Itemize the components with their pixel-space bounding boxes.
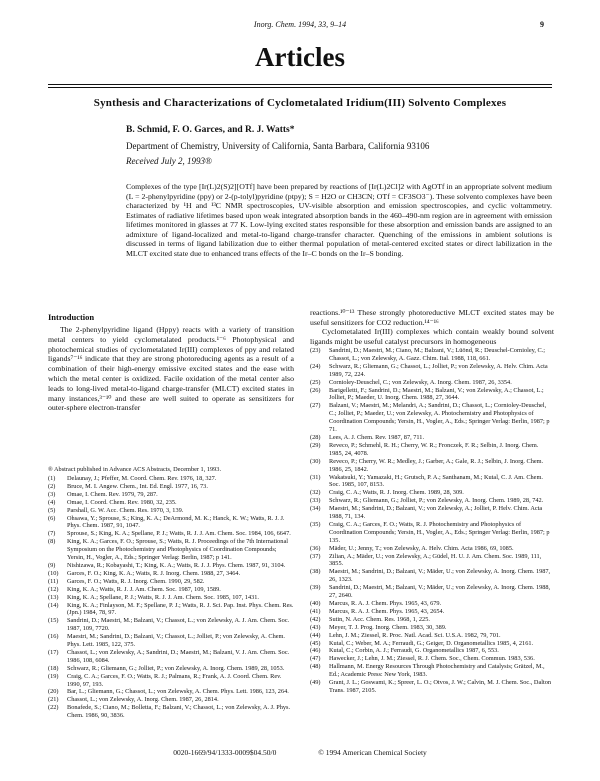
reference-number: (20) [48, 688, 59, 696]
reference-text: Sandrini, D.; Maestri, M.; Balzani, V.; Chassot, L.; von Zelewsky, A. J. Am. Chem. Soc. 1987, 109, 7720. [67, 617, 290, 633]
reference-text: Sutin, N. Acc. Chem. Res. 1968, 1, 225. [329, 615, 430, 623]
reference-item [48, 665, 294, 673]
reference-item [310, 387, 554, 403]
reference-number: (36) [310, 544, 321, 552]
reference-number: (9) [48, 561, 56, 569]
reference-number: (19) [48, 672, 59, 680]
intro-paragraph-2: Cyclometalated Ir(III) complexes which contain weakly bound solvent ligands might be useful catalyst precursors in homogeneous [310, 327, 554, 346]
reference-item [48, 704, 294, 720]
reference-text: Marcus, R. A. J. Chem. Phys. 1965, 43, 2654. [329, 607, 445, 615]
reference-text: Bruce, M. I. Angew. Chem., Int. Ed. Engl. 1977, 16, 73. [67, 482, 208, 490]
reference-text: Lehn, J. M.; Ziessel, R. Proc. Natl. Acad. Sci. U.S.A. 1982, 79, 701. [329, 631, 501, 639]
reference-text: King, K. A.; Spellane, P. J.; Watts, R. J. J. Am. Chem. Soc. 1985, 107, 1431. [67, 593, 259, 601]
reference-text: Hawecker, J.; Lehn, J. M.; Ziessel, R. J. Chem. Soc., Chem. Commun. 1983, 536. [329, 655, 535, 663]
references-left [48, 475, 294, 720]
page-footer [0, 748, 600, 757]
reference-number: (31) [310, 473, 321, 481]
reference-item [310, 647, 554, 655]
reference-number: (3) [48, 490, 56, 498]
reference-item [310, 632, 554, 640]
reference-text: Kutal, C.; Weber, M. A.; Ferraudi, G.; Geiger, D. Organometallics 1985, 4, 2161. [329, 639, 534, 647]
reference-item [310, 474, 554, 490]
reference-number: (7) [48, 530, 56, 538]
reference-number: (8) [48, 538, 56, 546]
reference-number: (38) [310, 568, 321, 576]
reference-item [48, 570, 294, 578]
reference-number: (47) [310, 655, 321, 663]
reference-item [310, 442, 554, 458]
reference-number: (18) [48, 664, 59, 672]
reference-item [310, 434, 554, 442]
reference-item [310, 553, 554, 569]
reference-number: (14) [48, 601, 59, 609]
reference-item [310, 402, 554, 434]
reference-text: Garces, F. O.; Watts, R. J. Inorg. Chem. 1990, 29, 582. [67, 577, 205, 585]
title-rule-top [48, 84, 552, 85]
reference-item [310, 624, 554, 632]
reference-number: (29) [310, 441, 321, 449]
reference-number: (12) [48, 585, 59, 593]
received-date: Received July 2, 1993® [126, 156, 212, 166]
reference-item [48, 696, 294, 704]
reference-text: Sandrini, D.; Maestri, M.; Ciano, M.; Balzani, V.; Lüönd, R.; Deuschel-Cornioley, C.; Chassot, L.; von Zelewsky, A. Gazz. Chim. Ital. 1988, 118, 661. [329, 347, 546, 362]
reference-number: (45) [310, 639, 321, 647]
reference-item [310, 363, 554, 379]
reference-number: (26) [310, 386, 321, 394]
reference-text: Maestri, M.; Sandrini, D.; Balzani, V.; Chassot, L.; Jolliet, P.; von Zelewsky, A. Chem. Phys. Lett. 1985, 122, 375. [67, 633, 285, 649]
reference-number: (4) [48, 498, 56, 506]
authors: B. Schmid, F. O. Garces, and R. J. Watts* [126, 125, 295, 135]
footnote: ® Abstract published in Advance ACS Abstracts, December 1, 1993. [48, 466, 222, 473]
intro-continuation: reactions.¹⁰⁻¹³ These strongly photoreductive MLCT excited states may be useful sensitizers for CO2 reduction.¹⁴⁻¹⁶ [310, 308, 554, 327]
reference-text: Garces, F. O.; King, K. A.; Watts, R. J. Inorg. Chem. 1988, 27, 3464. [67, 569, 241, 577]
intro-paragraph: The 2-phenylpyridine ligand (Hppy) reacts with a variety of transition metal centers to yield cyclometalated products.¹⁻⁶ Photophysical and photochemical studies of cyclometalated Ir(III) complexes of ppy and related ligands⁷⁻¹⁶ indicate that they are strong photoreducing agents as a result of a combination of their high-energy emissive excited states and the ease with which the metal center is oxidized. Facile oxidation of the metal center also leads to long-lived metal-to-ligand charge-transfer (MLCT) excited states in many instances,³⁻¹⁰ and these are well suited to operate as sensitizers for outer-sphere electron-transfer [48, 325, 294, 413]
reference-text: Omae, I. Chem. Rev. 1979, 79, 287. [67, 490, 158, 498]
reference-number: (39) [310, 584, 321, 592]
reference-number: (16) [48, 633, 59, 641]
reference-number: (41) [310, 607, 321, 615]
reference-item [48, 562, 294, 570]
reference-item [310, 347, 554, 363]
footer-code: 0020-1669/94/1333-0009$04.50/0 [173, 748, 277, 757]
reference-number: (6) [48, 514, 56, 522]
footer-copyright: © 1994 American Chemical Society [318, 748, 427, 757]
reference-number: (49) [310, 679, 321, 687]
reference-text: Zilian, A.; Mäder, U.; von Zelewsky, A.; Güdel, H. U. J. Am. Chem. Soc. 1989, 111, 3855. [329, 552, 542, 568]
reference-text: Sandrini, D.; Maestri, M.; Balzani, V.; Mäder, U.; von Zelewsky, A. Inorg. Chem. 1988, 27, 2640. [329, 584, 551, 600]
reference-text: Wakatsuki, Y.; Yamazaki, H.; Grutsch, P. A.; Santhanam, M.; Kutal, C. J. Am. Chem. Soc. 1985, 107, 8153. [329, 473, 543, 489]
reference-item [310, 655, 554, 663]
reference-text: Sprouse, S.; King, K. A.; Spellane, P. J.; Watts, R. J. J. Am. Chem. Soc. 1984, 106, 6647. [67, 530, 291, 538]
reference-text: Delaunay, J.; Pfeffer, M. Coord. Chem. Rev. 1976, 18, 327. [67, 475, 217, 482]
reference-item [310, 600, 554, 608]
reference-item [48, 649, 294, 665]
page-number: 9 [540, 20, 544, 29]
title-rule-bottom [48, 87, 552, 88]
reference-item [310, 608, 554, 616]
reference-item [310, 545, 554, 553]
reference-number: (24) [310, 362, 321, 370]
reference-text: Marcus, R. A. J. Chem. Phys. 1965, 43, 679. [329, 600, 442, 607]
article-title: Synthesis and Characterizations of Cyclometalated Iridium(III) Solvento Complexes [93, 97, 507, 109]
reference-item [310, 458, 554, 474]
reference-number: (5) [48, 506, 56, 514]
reference-text: Craig, C. A.; Watts, R. J. Inorg. Chem. 1989, 28, 309. [329, 489, 464, 497]
reference-text: Maestri, M.; Sandrini, D.; Balzani, V.; Mäder, U.; von Zelewsky, A. Inorg. Chem. 1987, 26, 1323. [329, 568, 551, 584]
reference-item [310, 568, 554, 584]
reference-text: Reveco, P.; Schmehl, R. H.; Cherry, W. R.; Fronczek, F. R.; Selbin, J. Inorg. Chem. 1985, 24, 4078. [329, 441, 539, 457]
reference-number: (10) [48, 569, 59, 577]
reference-number: (21) [48, 696, 59, 704]
reference-text: Maestri, M.; Sandrini, D.; Balzani, V.; von Zelewsky, A.; Jolliet, P. Helv. Chim. Acta 1988, 71, 134. [329, 505, 543, 521]
reference-text: Schwarz, R.; Gliemann, G.; Jolliet, P.; von Zelewsky, A. Inorg. Chem. 1989, 28, 1053. [67, 664, 285, 672]
reference-number: (23) [310, 347, 321, 354]
reference-text: Bar, L.; Gliemann, G.; Chassot, L.; von Zelewsky, A. Chem. Phys. Lett. 1986, 123, 264. [67, 688, 289, 696]
reference-number: (33) [310, 497, 321, 505]
reference-number: (32) [310, 489, 321, 497]
reference-text: King, K. A.; Garces, F. O.; Sprouse, S.; Watts, R. J. Proceedings of the 7th International Symposium on the Photochemistry and Photophysics of Coordination Compounds; Yersin, H., Vogler, A., Eds.; Springer Verlag: Berlin, 1987; p 141. [67, 538, 288, 562]
reference-number: (40) [310, 600, 321, 607]
reference-item [48, 491, 294, 499]
reference-number: (42) [310, 615, 321, 623]
reference-text: Balzani, V.; Maestri, M.; Melandri, A.; Sandrini, D.; Chassot, L.; Cornioley-Deuschel, C.; Jolliet, P.; Maeder, U.; von Zelewsky, A. Photochemistry and Photophysics of Coordination Compounds; Yersin, H., Vogler, A., Eds.; Springer Verlag: Berlin, 1987; p 71. [329, 402, 550, 434]
reference-text: Omae, I. Coord. Chem. Rev. 1980, 32, 235. [67, 498, 177, 506]
reference-text: Cornioley-Deuschel, C.; von Zelewsky, A. Inorg. Chem. 1987, 26, 3354. [329, 378, 512, 386]
reference-text: Grant, J. L.; Goswami, K.; Spreer, L. O.; Otvos, J. W.; Calvin, M. J. Chem. Soc., Dalton Trans. 1987, 2105. [329, 679, 552, 694]
reference-number: (48) [310, 663, 321, 671]
reference-text: Chassot, L.; von Zelewsky, A. Inorg. Chem. 1987, 26, 2814. [67, 696, 219, 704]
reference-text: Chassot, L.; von Zelewsky, A.; Sandrini, D.; Maestri, M.; Balzani, V. J. Am. Chem. Soc. 1986, 108, 6084. [67, 648, 290, 664]
reference-text: Barigelletti, F.; Sandrini, D.; Maestri, M.; Balzani, V.; von Zelewsky, A.; Chassot, L.; Jolliet, P.; Maeder, U. Inorg. Chem. 1988, 27, 3644. [329, 386, 544, 402]
reference-number: (15) [48, 617, 59, 625]
reference-text: Schwarz, R.; Gliemann, G.; Jolliet, P.; von Zelewsky, A. Inorg. Chem. 1989, 28, 742. [329, 497, 544, 505]
reference-number: (1) [48, 475, 56, 482]
reference-item [48, 507, 294, 515]
reference-number: (44) [310, 631, 321, 639]
reference-text: King, K. A.; Watts, R. J. J. Am. Chem. Soc. 1987, 109, 1589. [67, 585, 221, 593]
reference-text: Kutal, C.; Corbin, A. J.; Ferraudi, G. Organometallics 1987, 6, 553. [329, 647, 499, 655]
reference-item [310, 489, 554, 497]
reference-number: (28) [310, 433, 321, 441]
reference-item [48, 530, 294, 538]
reference-text: Parshall, G. W. Acc. Chem. Res. 1970, 3, 139. [67, 506, 184, 514]
reference-item [48, 578, 294, 586]
reference-number: (34) [310, 505, 321, 513]
reference-item [48, 538, 294, 562]
reference-item [48, 673, 294, 689]
reference-number: (35) [310, 520, 321, 528]
reference-item [48, 499, 294, 507]
reference-item [310, 679, 554, 695]
reference-text: Craig, C. A.; Garces, F. O.; Watts, R. J. Photochemistry and Photophysics of Coordination Compounds; Yersin, H., Vogler, A., Eds.; Springer Verlag: Berlin, 1987; p 135. [329, 520, 550, 544]
reference-item [310, 505, 554, 521]
reference-item [48, 602, 294, 618]
reference-number: (43) [310, 623, 321, 631]
reference-item [48, 515, 294, 531]
running-header: Inorg. Chem. 1994, 33, 9–14 [253, 20, 347, 29]
references-right [310, 347, 554, 695]
reference-text: King, K. A.; Finlayson, M. F.; Spellane, P. J.; Watts, R. J. Sci. Pap. Inst. Phys. Chem. Res. (Jpn.) 1984, 78, 97. [67, 601, 294, 617]
reference-item [310, 521, 554, 545]
reference-number: (27) [310, 402, 321, 410]
reference-text: Ohsawa, Y.; Sprouse, S.; King, K. A.; DeArmond, M. K.; Hanck, K. W.; Watts, R. J. J. Phys. Chem. 1987, 91, 1047. [67, 514, 285, 530]
reference-number: (11) [48, 577, 59, 585]
reference-text: Lees, A. J. Chem. Rev. 1987, 87, 711. [329, 433, 425, 441]
reference-item [310, 584, 554, 600]
reference-number: (22) [48, 704, 59, 712]
reference-item [48, 633, 294, 649]
reference-text: Hallmann, M. Energy Resources Through Photochemistry and Catalysis; Grätzel, M., Ed.; Academic Press: New York, 1983. [329, 663, 545, 679]
intro-heading: Introduction [48, 312, 95, 322]
reference-item [310, 640, 554, 648]
reference-text: Schwarz, R.; Gliemann, G.; Chassot, L.; Jolliet, P.; von Zelewsky, A. Helv. Chim. Acta 1989, 72, 224. [329, 362, 548, 378]
reference-number: (25) [310, 378, 321, 386]
reference-number: (30) [310, 457, 321, 465]
reference-item [310, 663, 554, 679]
reference-item [48, 483, 294, 491]
reference-number: (17) [48, 648, 59, 656]
reference-text: Craig, C. A.; Garces, F. O.; Watts, R. J.; Palmans, R.; Frank, A. J. Coord. Chem. Rev. 1990, 97, 193. [67, 672, 282, 688]
reference-text: Nishizawa, R.; Kobayashi, T.; King, K. A.; Watts, R. J. J. Phys. Chem. 1987, 91, 3104. [67, 561, 286, 569]
reference-item [310, 616, 554, 624]
reference-number: (37) [310, 552, 321, 560]
affiliation: Department of Chemistry, University of California, Santa Barbara, California 93106 [126, 141, 430, 151]
reference-text: Reveco, P.; Cherry, W. R.; Medley, J.; Garber, A.; Gale, R. J.; Selbin, J. Inorg. Chem. 1986, 25, 1842. [329, 457, 544, 473]
reference-text: Mäder, U.; Jenny, T.; von Zelewsky, A. Helv. Chim. Acta 1986, 69, 1085. [329, 544, 514, 552]
reference-text: Meyer, T. J. Prog. Inorg. Chem. 1983, 30, 389. [329, 623, 447, 631]
reference-item [48, 617, 294, 633]
reference-number: (46) [310, 647, 321, 655]
reference-number: (2) [48, 482, 56, 490]
reference-item [48, 475, 294, 483]
reference-item [310, 497, 554, 505]
section-title: Articles [255, 42, 345, 72]
abstract: Complexes of the type [Ir(L)2(S)2][OTf] have been prepared by reactions of [Ir(L)2Cl]2 with AgOTf in an appropriate solvent medium (L = 2-phenylpyridine (ppy) or 2-(p-tolyl)pyridine (ptpy); S = H2O or CH3CN; OTf = CF3SO3⁻). These solvento complexes have been characterized by ¹H and ¹³C NMR spectroscopies, UV-visible absorption and emission spectroscopies, and cyclic voltammetry. Estimates of radiative lifetimes based upon weak integrated absorption bands in the 460–490-nm region are in agreement with emission lifetimes monitored in glasses at 77 K. Low-lying excited states responsible for these absorption and emission bands are assigned to an admixture of ligand-localized and metal-to-ligand charge-transfer character. Quenching of the emissions in ambient solutions is discussed in terms of ligand labilization due to either thermal population of metal-centered excited states or direct labilization in the MLCT excited state due to enhanced trans effects of the Ir–C bonds on the Ir–S bonding. [126, 182, 552, 258]
reference-item [48, 586, 294, 594]
reference-text: Bonafede, S.; Ciano, M.; Bolletta, F.; Balzani, V.; Chassot, L.; von Zelewsky, A. J. Phys. Chem. 1986, 90, 3836. [67, 704, 291, 720]
reference-number: (13) [48, 593, 59, 601]
reference-item [310, 379, 554, 387]
reference-item [48, 688, 294, 696]
reference-item [48, 594, 294, 602]
